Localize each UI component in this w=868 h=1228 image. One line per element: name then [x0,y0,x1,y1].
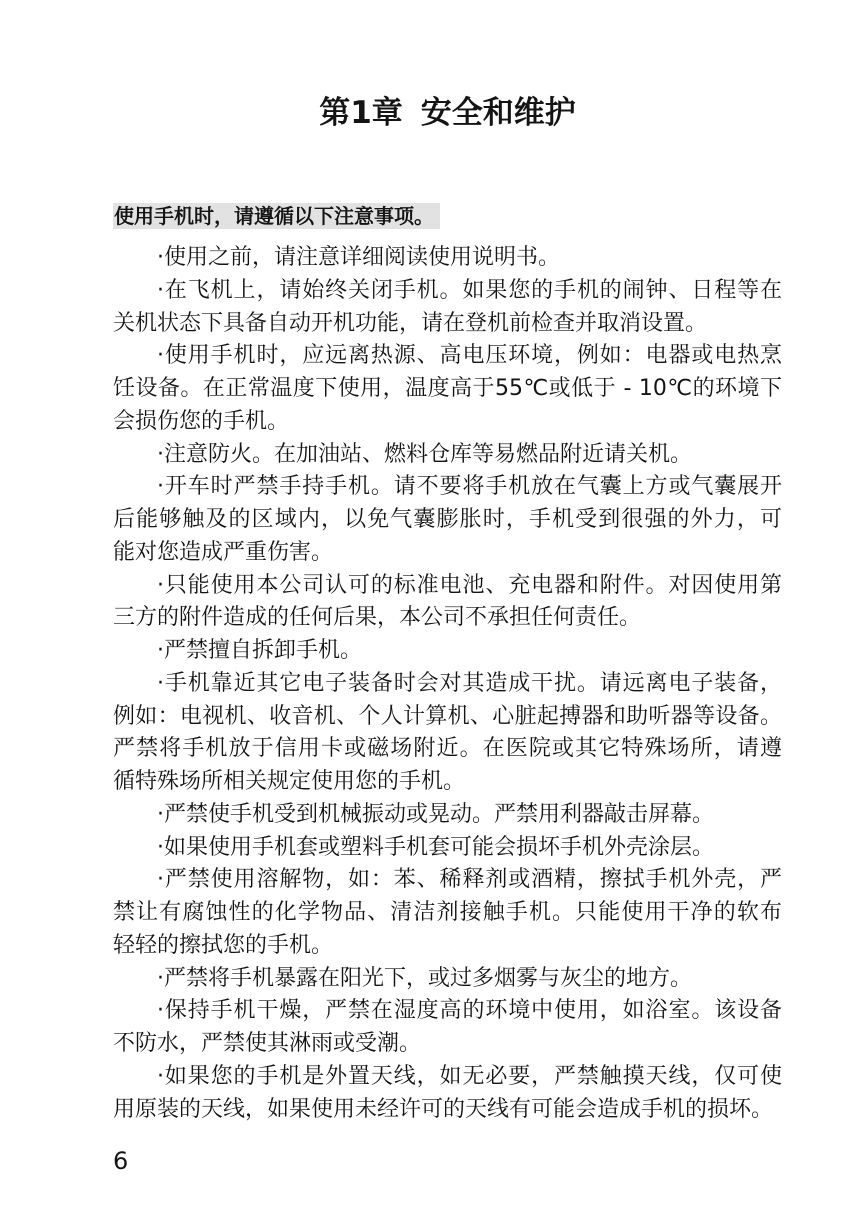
text-line: ·严禁使手机受到机械振动或晃动。严禁用利器敲击屏幕。 [157,801,714,827]
safety-list [113,242,782,1126]
text-line: ·使用之前，请注意详细阅读使用说明书。 [157,245,560,270]
text-line: 关机状态下具备自动开机功能，请在登机前检查并取消设置。 [113,310,708,336]
safety-item-8 [113,668,782,799]
safety-item-12 [113,963,782,996]
chapter-title [113,92,782,134]
safety-item-6 [113,570,782,636]
text-line: 三方的附件造成的任何后果，本公司不承担任何责任。 [113,605,642,631]
text-line: 饪设备。在正常温度下使用，温度高于55℃或低于 - 10℃的环境下 [113,376,782,401]
text-line: ·严禁将手机暴露在阳光下，或过多烟雾与灰尘的地方。 [157,965,692,991]
text-line: 会损伤您的手机。 [113,408,290,434]
safety-item-1 [113,242,782,275]
safety-item-14 [113,1061,782,1127]
text-line: ·手机靠近其它电子装备时会对其造成干扰。请远离电子装备， [157,670,782,696]
chapter-name: 安全和维护 [420,95,576,131]
text-line: ·注意防火。在加油站、燃料仓库等易燃品附近请关机。 [157,441,692,467]
page-number: 6 [113,1147,129,1175]
safety-item-5 [113,471,782,569]
text-line: 禁让有腐蚀性的化学物品、清洁剂接触手机。只能使用干净的软布 [113,900,782,925]
text-line: ·只能使用本公司认可的标准电池、充电器和附件。对因使用第 [157,572,782,598]
text-line: ·使用手机时，应远离热源、高电压环境，例如：电器或电热烹 [157,343,782,369]
safety-item-11 [113,864,782,962]
safety-item-4 [113,439,782,472]
text-line: 不防水，严禁使其淋雨或受潮。 [113,1031,422,1056]
safety-item-10 [113,832,782,865]
safety-item-7 [113,635,782,668]
safety-item-3 [113,340,782,438]
text-line: ·开车时严禁手持手机。请不要将手机放在气囊上方或气囊展开 [157,474,782,500]
text-line: 能对您造成严重伤害。 [113,539,334,565]
text-line: 例如：电视机、收音机、个人计算机、心脏起搏器和助听器等设备。 [113,703,782,729]
text-line: 后能够触及的区域内，以免气囊膨胀时，手机受到很强的外力，可 [113,507,782,532]
text-line: ·严禁使用溶解物，如：苯、稀释剂或酒精，擦拭手机外壳，严 [157,867,782,893]
chapter-label: 第1章 [319,95,403,131]
text-line: ·如果使用手机套或塑料手机套可能会损坏手机外壳涂层。 [157,834,714,860]
text-line: 用原装的天线，如果使用未经许可的天线有可能会造成手机的损坏。 [113,1096,774,1122]
safety-item-9 [113,799,782,832]
text-line: ·在飞机上，请始终关闭手机。如果您的手机的闹钟、日程等在 [157,277,782,303]
text-line: 循特殊场所相关规定使用您的手机。 [113,769,466,794]
text-line: ·保持手机干燥，严禁在湿度高的环境中使用，如浴室。该设备 [157,998,782,1024]
text-line: 严禁将手机放于信用卡或磁场附近。在医院或其它特殊场所，请遵 [113,736,782,762]
intro-heading: 使用手机时，请遵循以下注意事项。 [113,203,440,229]
text-line: ·严禁擅自拆卸手机。 [157,638,362,663]
text-line: ·如果您的手机是外置天线，如无必要，严禁触摸天线，仅可使 [157,1063,782,1089]
safety-item-13 [113,995,782,1061]
text-line: 轻轻的擦拭您的手机。 [113,932,334,958]
safety-item-2 [113,275,782,341]
